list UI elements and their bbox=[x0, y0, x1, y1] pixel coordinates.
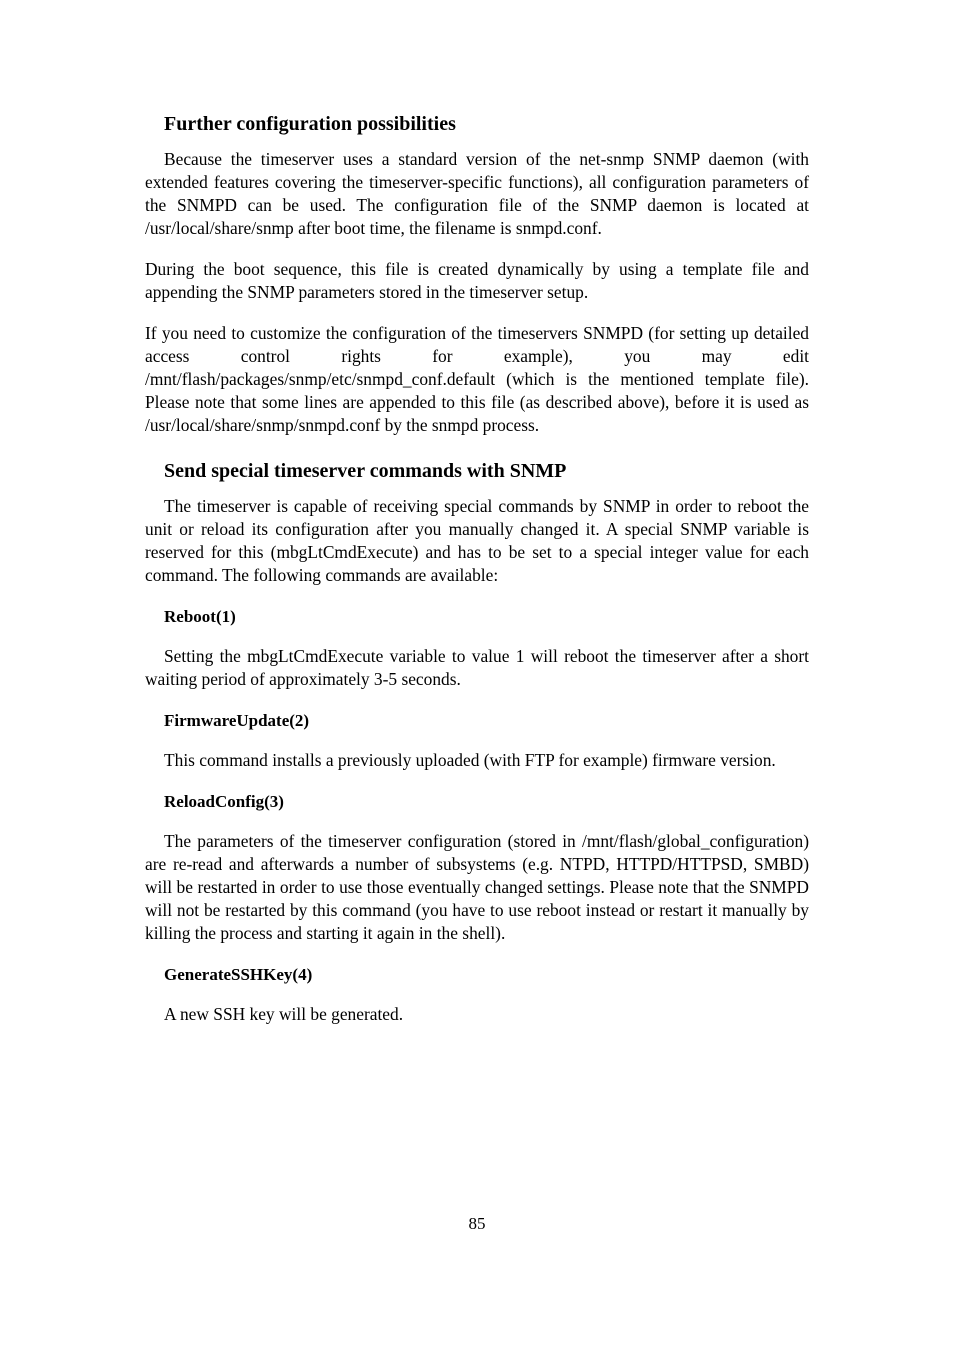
command-heading-firmware-update: FirmwareUpdate(2) bbox=[164, 711, 310, 730]
paragraph-boot-sequence: During the boot sequence, this file is created dynamically by using a template file and appending the SNMP parameters stored in the timeserver setup. bbox=[145, 259, 809, 302]
paragraph-customize-snmpd: If you need to customize the configuration of the timeservers SNMPD (for setting up detailed access control rights for example), you may edit /mnt/flash/packages/snmp/etc/snmpd_conf.default (which is the mentioned template file). Please note that some lines are appended to this file (as described above), before it is used as /usr/local/share/snmp/snmpd.conf by the snmpd process. bbox=[145, 323, 809, 435]
paragraph-net-snmp-daemon: Because the timeserver uses a standard version of the net-snmp SNMP daemon (with extended features covering the timeserver-specific functions), all configuration parameters of the SNMPD can be used. The configuration file of the SNMP daemon is located at /usr/local/share/snmp after boot time, the filename is snmpd.conf. bbox=[145, 149, 809, 238]
command-text-reboot: Setting the mbgLtCmdExecute variable to value 1 will reboot the timeserver after a short waiting period of approximately 3-5 seconds. bbox=[145, 646, 809, 689]
page-content bbox=[145, 110, 809, 1044]
command-text-reload-config: The parameters of the timeserver configuration (stored in /mnt/flash/global_configuration) are re-read and afterwards a number of subsystems (e.g. NTPD, HTTPD/HTTPSD, SMBD) will be restarted in order to use those eventually changed settings. Please note that the SNMPD will not be restarted by this command (you have to use reboot instead or restart it manually by killing the process and starting it again in the shell). bbox=[145, 831, 809, 943]
section-heading-send-commands: Send special timeserver commands with SNMP bbox=[164, 460, 567, 482]
command-text-firmware-update: This command installs a previously uploaded (with FTP for example) firmware version. bbox=[164, 750, 776, 770]
paragraph-commands-intro: The timeserver is capable of receiving special commands by SNMP in order to reboot the unit or reload its configuration after you manually changed it. A special SNMP variable is reserved for this (mbgLtCmdExecute) and has to be set to a special integer value for each command. The following commands are available: bbox=[145, 496, 809, 585]
command-heading-generate-ssh-key: GenerateSSHKey(4) bbox=[164, 965, 313, 984]
command-heading-reboot: Reboot(1) bbox=[164, 607, 236, 626]
section-heading-further-configuration: Further configuration possibilities bbox=[164, 113, 456, 135]
page-number: 85 bbox=[468, 1214, 486, 1233]
command-heading-reload-config: ReloadConfig(3) bbox=[164, 792, 284, 811]
command-text-generate-ssh-key: A new SSH key will be generated. bbox=[164, 1004, 404, 1024]
